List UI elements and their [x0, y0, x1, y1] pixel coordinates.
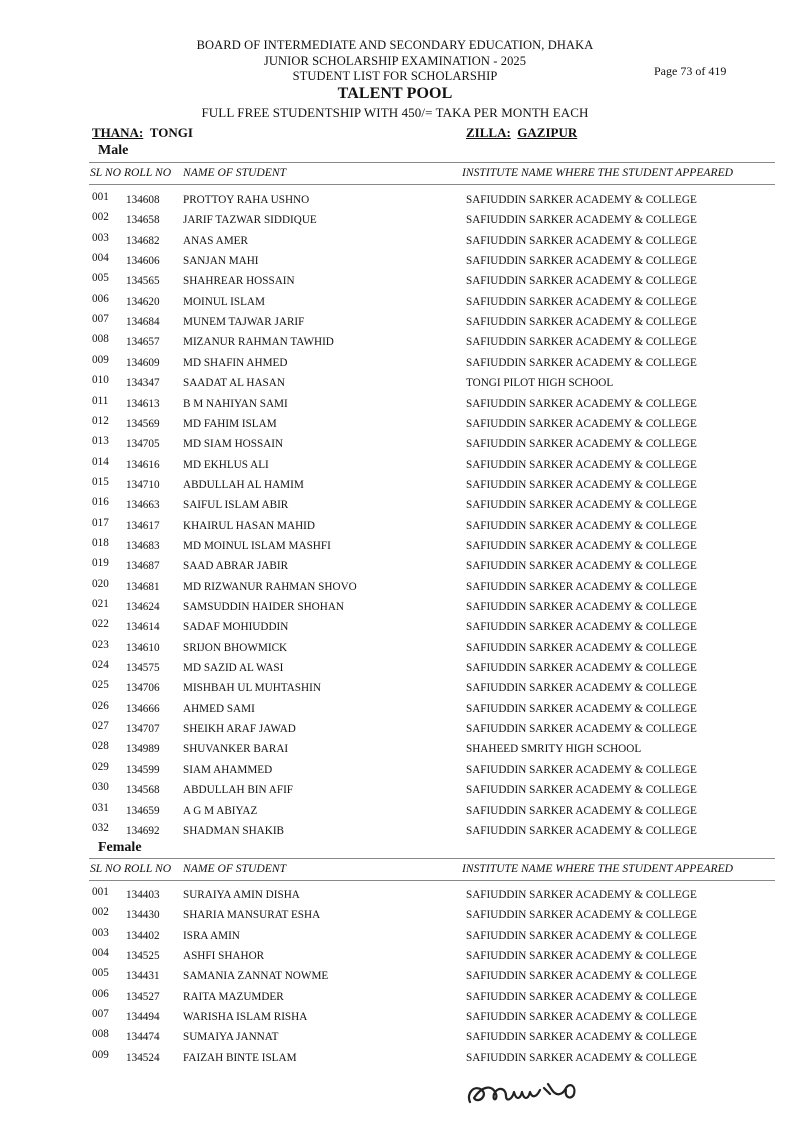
serial-number: 003	[92, 231, 109, 244]
student-name: SAAD ABRAR JABIR	[183, 560, 289, 573]
institute-name: SAFIUDDIN SARKER ACADEMY & COLLEGE	[466, 255, 697, 268]
institute-name: SAFIUDDIN SARKER ACADEMY & COLLEGE	[466, 682, 697, 695]
institute-name: SAFIUDDIN SARKER ACADEMY & COLLEGE	[466, 234, 697, 247]
student-name: MD EKHLUS ALI	[183, 458, 269, 471]
roll-number: 134430	[126, 909, 160, 922]
student-name: SHADMAN SHAKIB	[183, 824, 285, 837]
table-row	[0, 681, 800, 701]
serial-number: 024	[92, 659, 109, 672]
institute-name: SAFIUDDIN SARKER ACADEMY & COLLEGE	[466, 621, 697, 634]
thana-label: THANA:	[92, 125, 144, 140]
list-title: STUDENT LIST FOR SCHOLARSHIP	[292, 69, 498, 83]
table-row	[0, 353, 800, 376]
male-section-title: Male	[98, 143, 129, 158]
student-name: MD SAZID AL WASI	[183, 662, 284, 675]
table-row	[0, 498, 800, 518]
roll-number: 134431	[126, 970, 160, 983]
serial-number: 011	[92, 394, 109, 407]
serial-number: 001	[92, 191, 109, 203]
column-header-institute: INSTITUTE NAME WHERE THE STUDENT APPEARED	[462, 166, 734, 179]
institute-name: SAFIUDDIN SARKER ACADEMY & COLLEGE	[466, 417, 697, 430]
institute-name: SAFIUDDIN SARKER ACADEMY & COLLEGE	[466, 295, 697, 308]
serial-number: 008	[92, 333, 109, 346]
table-row	[0, 475, 800, 498]
table-row	[0, 888, 800, 908]
institute-name: SAFIUDDIN SARKER ACADEMY & COLLEGE	[466, 1031, 697, 1044]
serial-number: 006	[92, 987, 109, 1000]
serial-number: 010	[92, 374, 109, 387]
serial-number: 005	[92, 272, 109, 285]
table-row	[0, 1010, 800, 1030]
student-name: ISRA AMIN	[183, 929, 240, 942]
institute-name: SAFIUDDIN SARKER ACADEMY & COLLEGE	[466, 519, 697, 532]
table-row	[0, 722, 800, 742]
roll-number: 134568	[126, 784, 160, 797]
page-number: Page 73 of 419	[654, 64, 727, 78]
roll-number: 134575	[126, 662, 160, 675]
roll-number: 134681	[126, 580, 160, 593]
roll-number: 134683	[126, 539, 160, 552]
roll-number: 134608	[126, 194, 160, 206]
serial-number: 020	[92, 577, 109, 590]
serial-number: 007	[92, 1008, 109, 1021]
roll-number: 134617	[126, 519, 160, 532]
student-name: MD MOINUL ISLAM MASHFI	[183, 539, 331, 552]
table-row	[0, 193, 800, 213]
institute-name: SAFIUDDIN SARKER ACADEMY & COLLEGE	[466, 824, 697, 837]
institute-name: SAFIUDDIN SARKER ACADEMY & COLLEGE	[466, 458, 697, 471]
institute-name: SAFIUDDIN SARKER ACADEMY & COLLEGE	[466, 499, 697, 512]
roll-number: 134569	[126, 417, 160, 430]
signature-icon	[462, 1074, 612, 1114]
institute-name: SAFIUDDIN SARKER ACADEMY & COLLEGE	[466, 601, 697, 613]
table-row	[0, 274, 800, 294]
student-name: SAMANIA ZANNAT NOWME	[183, 970, 329, 983]
serial-number: 003	[92, 926, 109, 939]
student-name: SAMSUDDIN HAIDER SHOHAN	[183, 601, 344, 613]
roll-number: 134527	[126, 990, 160, 1003]
student-name: SHEIKH ARAF JAWAD	[183, 723, 296, 736]
zilla-field	[466, 125, 577, 141]
table-row	[0, 335, 800, 355]
student-name: SAADAT AL HASAN	[183, 377, 285, 390]
roll-number: 134474	[126, 1031, 160, 1044]
table-row	[0, 801, 800, 824]
roll-number: 134565	[126, 275, 160, 288]
institute-name: SAFIUDDIN SARKER ACADEMY & COLLEGE	[466, 723, 697, 736]
institute-name: SAFIUDDIN SARKER ACADEMY & COLLEGE	[466, 194, 697, 206]
serial-number: 018	[92, 536, 109, 549]
table-row	[0, 969, 800, 989]
serial-number: 028	[92, 740, 109, 753]
institute-name: SAFIUDDIN SARKER ACADEMY & COLLEGE	[466, 929, 697, 942]
student-name: PROTTOY RAHA USHNO	[183, 194, 310, 206]
serial-number: 026	[92, 699, 109, 712]
roll-number: 134710	[126, 478, 160, 491]
roll-number: 134620	[126, 295, 160, 308]
divider	[89, 184, 775, 185]
student-name: MD SIAM HOSSAIN	[183, 438, 284, 451]
roll-number: 134606	[126, 255, 160, 268]
student-name: AHMED SAMI	[183, 702, 255, 715]
serial-number: 019	[92, 557, 109, 570]
roll-number: 134616	[126, 458, 160, 471]
student-name: MD SHAFIN AHMED	[183, 356, 288, 369]
institute-name: SAFIUDDIN SARKER ACADEMY & COLLEGE	[466, 275, 697, 288]
student-name: ABDULLAH AL HAMIM	[183, 478, 304, 491]
roll-number: 134613	[126, 397, 160, 410]
serial-number: 025	[92, 679, 109, 692]
institute-name: SAFIUDDIN SARKER ACADEMY & COLLEGE	[466, 397, 697, 410]
institute-name: SAFIUDDIN SARKER ACADEMY & COLLEGE	[466, 539, 697, 552]
serial-number: 004	[92, 252, 109, 265]
roll-number: 134663	[126, 499, 160, 512]
roll-number: 134624	[126, 601, 160, 613]
table-row	[0, 699, 800, 722]
table-row	[0, 455, 800, 478]
student-name: SRIJON BHOWMICK	[183, 641, 288, 654]
thana-field	[92, 125, 193, 141]
institute-name: TONGI PILOT HIGH SCHOOL	[466, 377, 614, 390]
table-row	[0, 254, 800, 274]
serial-number: 013	[92, 435, 109, 448]
institute-name: SAFIUDDIN SARKER ACADEMY & COLLEGE	[466, 804, 697, 817]
roll-number: 134707	[126, 723, 160, 736]
roll-number: 134610	[126, 641, 160, 654]
table-row	[0, 437, 800, 457]
institute-name: SAFIUDDIN SARKER ACADEMY & COLLEGE	[466, 478, 697, 491]
table-row	[0, 414, 800, 437]
divider	[89, 162, 775, 163]
serial-number: 031	[92, 801, 109, 814]
serial-number: 014	[92, 455, 109, 468]
student-name: SHUVANKER BARAI	[183, 743, 289, 756]
table-row	[0, 638, 800, 661]
roll-number: 134402	[126, 929, 160, 942]
institute-name: SAFIUDDIN SARKER ACADEMY & COLLEGE	[466, 356, 697, 369]
student-name: MOINUL ISLAM	[183, 295, 265, 308]
institute-name: SAFIUDDIN SARKER ACADEMY & COLLEGE	[466, 316, 697, 329]
serial-number: 017	[92, 516, 109, 529]
divider	[89, 858, 775, 859]
student-name: MISHBAH UL MUHTASHIN	[183, 682, 321, 695]
student-name: A G M ABIYAZ	[183, 804, 258, 817]
student-name: ABDULLAH BIN AFIF	[183, 784, 294, 797]
roll-number: 134705	[126, 438, 160, 451]
table-row	[0, 949, 800, 969]
serial-number: 022	[92, 618, 109, 631]
roll-number: 134599	[126, 763, 160, 776]
column-header-institute: INSTITUTE NAME WHERE THE STUDENT APPEARED	[462, 862, 734, 875]
institute-name: SAFIUDDIN SARKER ACADEMY & COLLEGE	[466, 214, 697, 227]
table-row	[0, 577, 800, 600]
serial-number: 015	[92, 475, 109, 488]
institute-name: SAFIUDDIN SARKER ACADEMY & COLLEGE	[466, 784, 697, 797]
student-name: B M NAHIYAN SAMI	[183, 397, 288, 410]
institute-name: SAFIUDDIN SARKER ACADEMY & COLLEGE	[466, 889, 697, 901]
exam-title: JUNIOR SCHOLARSHIP EXAMINATION - 2025	[263, 54, 527, 68]
institute-name: SAFIUDDIN SARKER ACADEMY & COLLEGE	[466, 560, 697, 573]
table-row	[0, 315, 800, 335]
student-name: SURAIYA AMIN DISHA	[183, 889, 300, 901]
serial-number: 012	[92, 414, 109, 427]
serial-number: 032	[92, 821, 109, 834]
serial-number: 027	[92, 720, 109, 733]
table-row	[0, 213, 800, 233]
roll-number: 134658	[126, 214, 160, 227]
roll-number: 134659	[126, 804, 160, 817]
table-row	[0, 376, 800, 396]
institute-name: SAFIUDDIN SARKER ACADEMY & COLLEGE	[466, 970, 697, 983]
institute-name: SAFIUDDIN SARKER ACADEMY & COLLEGE	[466, 950, 697, 963]
student-name: MD RIZWANUR RAHMAN SHOVO	[183, 580, 357, 593]
institute-name: SAFIUDDIN SARKER ACADEMY & COLLEGE	[466, 438, 697, 451]
table-row	[0, 536, 800, 559]
student-name: MUNEM TAJWAR JARIF	[183, 316, 305, 329]
student-name: FAIZAH BINTE ISLAM	[183, 1051, 297, 1064]
institute-name: SAFIUDDIN SARKER ACADEMY & COLLEGE	[466, 702, 697, 715]
institute-name: SAFIUDDIN SARKER ACADEMY & COLLEGE	[466, 763, 697, 776]
roll-number: 134989	[126, 743, 160, 756]
roll-number: 134687	[126, 560, 160, 573]
serial-number: 008	[92, 1028, 109, 1041]
table-row	[0, 600, 800, 620]
institute-name: SAFIUDDIN SARKER ACADEMY & COLLEGE	[466, 662, 697, 675]
table-row	[0, 559, 800, 579]
serial-number: 030	[92, 781, 109, 794]
pool-title: TALENT POOL	[337, 85, 453, 102]
serial-number: 021	[92, 598, 109, 610]
roll-number: 134609	[126, 356, 160, 369]
roll-number: 134692	[126, 824, 160, 837]
institute-name: SAFIUDDIN SARKER ACADEMY & COLLEGE	[466, 1011, 697, 1024]
table-row	[0, 292, 800, 315]
roll-number: 134666	[126, 702, 160, 715]
student-name: ANAS AMER	[183, 234, 248, 247]
student-name: RAITA MAZUMDER	[183, 990, 284, 1003]
roll-number: 134494	[126, 1011, 160, 1024]
student-name: SADAF MOHIUDDIN	[183, 621, 289, 634]
student-name: MD FAHIM ISLAM	[183, 417, 277, 430]
serial-number: 029	[92, 760, 109, 773]
serial-number: 007	[92, 313, 109, 326]
studentship-title: FULL FREE STUDENTSHIP WITH 450/= TAKA PER MONTH EACH	[201, 105, 589, 120]
column-header-name: NAME OF STUDENT	[183, 862, 287, 875]
student-name: JARIF TAZWAR SIDDIQUE	[183, 214, 317, 227]
student-name: SIAM AHAMMED	[183, 763, 273, 776]
student-name: SHARIA MANSURAT ESHA	[183, 909, 321, 922]
institute-name: SAFIUDDIN SARKER ACADEMY & COLLEGE	[466, 990, 697, 1003]
serial-number: 002	[92, 211, 109, 224]
institute-name: SAFIUDDIN SARKER ACADEMY & COLLEGE	[466, 336, 697, 349]
institute-name: SAFIUDDIN SARKER ACADEMY & COLLEGE	[466, 1051, 697, 1064]
table-row	[0, 661, 800, 681]
student-name: SUMAIYA JANNAT	[183, 1031, 279, 1044]
institute-name: SAFIUDDIN SARKER ACADEMY & COLLEGE	[466, 641, 697, 654]
table-row	[0, 394, 800, 417]
roll-number: 134684	[126, 316, 160, 329]
serial-number: 005	[92, 967, 109, 980]
serial-number: 002	[92, 906, 109, 919]
student-name: SAIFUL ISLAM ABIR	[183, 499, 289, 512]
roll-number: 134347	[126, 377, 160, 390]
table-row	[0, 620, 800, 640]
serial-number: 004	[92, 947, 109, 960]
student-name: SANJAN MAHI	[183, 255, 259, 268]
table-row	[0, 926, 800, 949]
roll-number: 134682	[126, 234, 160, 247]
table-row	[0, 783, 800, 803]
serial-number: 009	[92, 353, 109, 366]
board-title: BOARD OF INTERMEDIATE AND SECONDARY EDUCATION, DHAKA	[196, 38, 594, 52]
column-header-sl-roll: SL NO ROLL NO	[90, 166, 172, 179]
roll-number: 134403	[126, 889, 160, 901]
roll-number: 134657	[126, 336, 160, 349]
table-row	[0, 742, 800, 762]
female-section-title: Female	[98, 840, 142, 855]
student-name: SHAHREAR HOSSAIN	[183, 275, 295, 288]
student-name: KHAIRUL HASAN MAHID	[183, 519, 315, 532]
divider	[89, 880, 775, 881]
roll-number: 134614	[126, 621, 160, 634]
roll-number: 134706	[126, 682, 160, 695]
institute-name: SHAHEED SMRITY HIGH SCHOOL	[466, 743, 642, 756]
table-row	[0, 516, 800, 539]
thana-value: TONGI	[149, 125, 193, 140]
zilla-value: GAZIPUR	[517, 125, 578, 140]
roll-number: 134524	[126, 1051, 160, 1064]
column-header-name: NAME OF STUDENT	[183, 166, 287, 179]
serial-number: 001	[92, 886, 109, 898]
table-row	[0, 908, 800, 928]
table-row	[0, 760, 800, 783]
table-row	[0, 987, 800, 1010]
serial-number: 009	[92, 1048, 109, 1061]
table-row	[0, 231, 800, 254]
column-header-sl-roll: SL NO ROLL NO	[90, 862, 172, 875]
table-row	[0, 1048, 800, 1071]
table-row	[0, 1030, 800, 1050]
institute-name: SAFIUDDIN SARKER ACADEMY & COLLEGE	[466, 909, 697, 922]
serial-number: 016	[92, 496, 109, 509]
student-name: MIZANUR RAHMAN TAWHID	[183, 336, 334, 349]
serial-number: 006	[92, 292, 109, 305]
zilla-label: ZILLA:	[466, 125, 511, 140]
student-name: WARISHA ISLAM RISHA	[183, 1011, 308, 1024]
roll-number: 134525	[126, 950, 160, 963]
institute-name: SAFIUDDIN SARKER ACADEMY & COLLEGE	[466, 580, 697, 593]
serial-number: 023	[92, 638, 109, 651]
student-name: ASHFI SHAHOR	[183, 950, 265, 963]
